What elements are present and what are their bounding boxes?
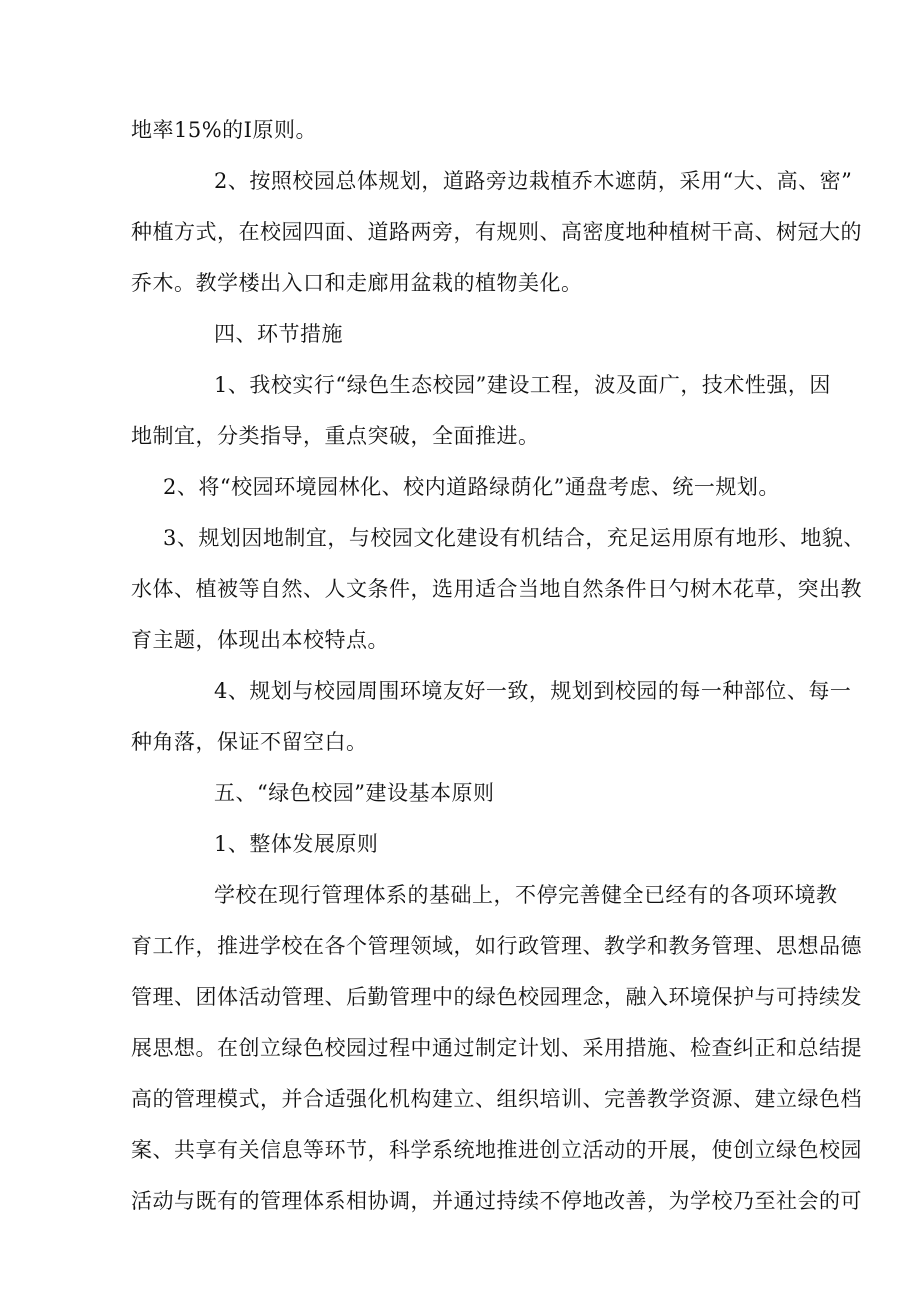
text-line: 种角落，保证不留空白。 [131, 730, 368, 754]
text-line: 1、我校实行“绿色生态校园”建设工程，波及面广，技术性强，因 [214, 373, 831, 397]
subsection-heading: 1、整体发展原则 [214, 832, 379, 856]
text-line: 展思想。在创立绿色校园过程中通过制定计划、采用措施、检查纠正和总结提 [131, 1036, 862, 1060]
section-heading: 五、“绿色校园”建设基本原则 [214, 781, 495, 805]
text-line: 4、规划与校园周围环境友好一致，规划到校园的每一种部位、每一 [214, 679, 852, 703]
text-line: 乔木。教学楼出入口和走廊用盆栽的植物美化。 [131, 271, 583, 295]
text-line: 水体、植被等自然、人文条件，选用适合当地自然条件日勺树木花草，突出教 [131, 577, 862, 601]
text-line: 育工作，推进学校在各个管理领域，如行政管理、教学和教务管理、思想品德 [131, 934, 862, 958]
text-line: 地制宜，分类指导，重点突破，全面推进。 [131, 424, 540, 448]
section-heading: 四、环节措施 [214, 322, 343, 346]
text-line: 学校在现行管理体系的基础上，不停完善健全已经有的各项环境教 [214, 883, 838, 907]
text-line: 3、规划因地制宜，与校园文化建设有机结合，充足运用原有地形、地貌、 [163, 526, 865, 550]
text-line: 地率15%的I原则。 [131, 118, 317, 142]
text-line: 高的管理模式，并合适强化机构建立、组织培训、完善教学资源、建立绿色档 [131, 1087, 862, 1111]
text-line: 案、共享有关信息等环节，科学系统地推进创立活动的开展，使创立绿色校园 [131, 1138, 862, 1162]
text-line: 种植方式，在校园四面、道路两旁，有规则、高密度地种植树干高、树冠大的 [131, 220, 862, 244]
text-line: 2、将“校园环境园林化、校内道路绿荫化”通盘考虑、统一规划。 [163, 475, 780, 499]
text-line: 管理、团体活动管理、后勤管理中的绿色校园理念，融入环境保护与可持续发 [131, 985, 862, 1009]
text-line: 活动与既有的管理体系相协调，并通过持续不停地改善，为学校乃至社会的可 [131, 1189, 862, 1213]
text-line: 育主题，体现出本校特点。 [131, 628, 389, 652]
text-line: 2、按照校园总体规划，道路旁边栽植乔木遮荫，采用“大、高、密” [214, 169, 853, 193]
